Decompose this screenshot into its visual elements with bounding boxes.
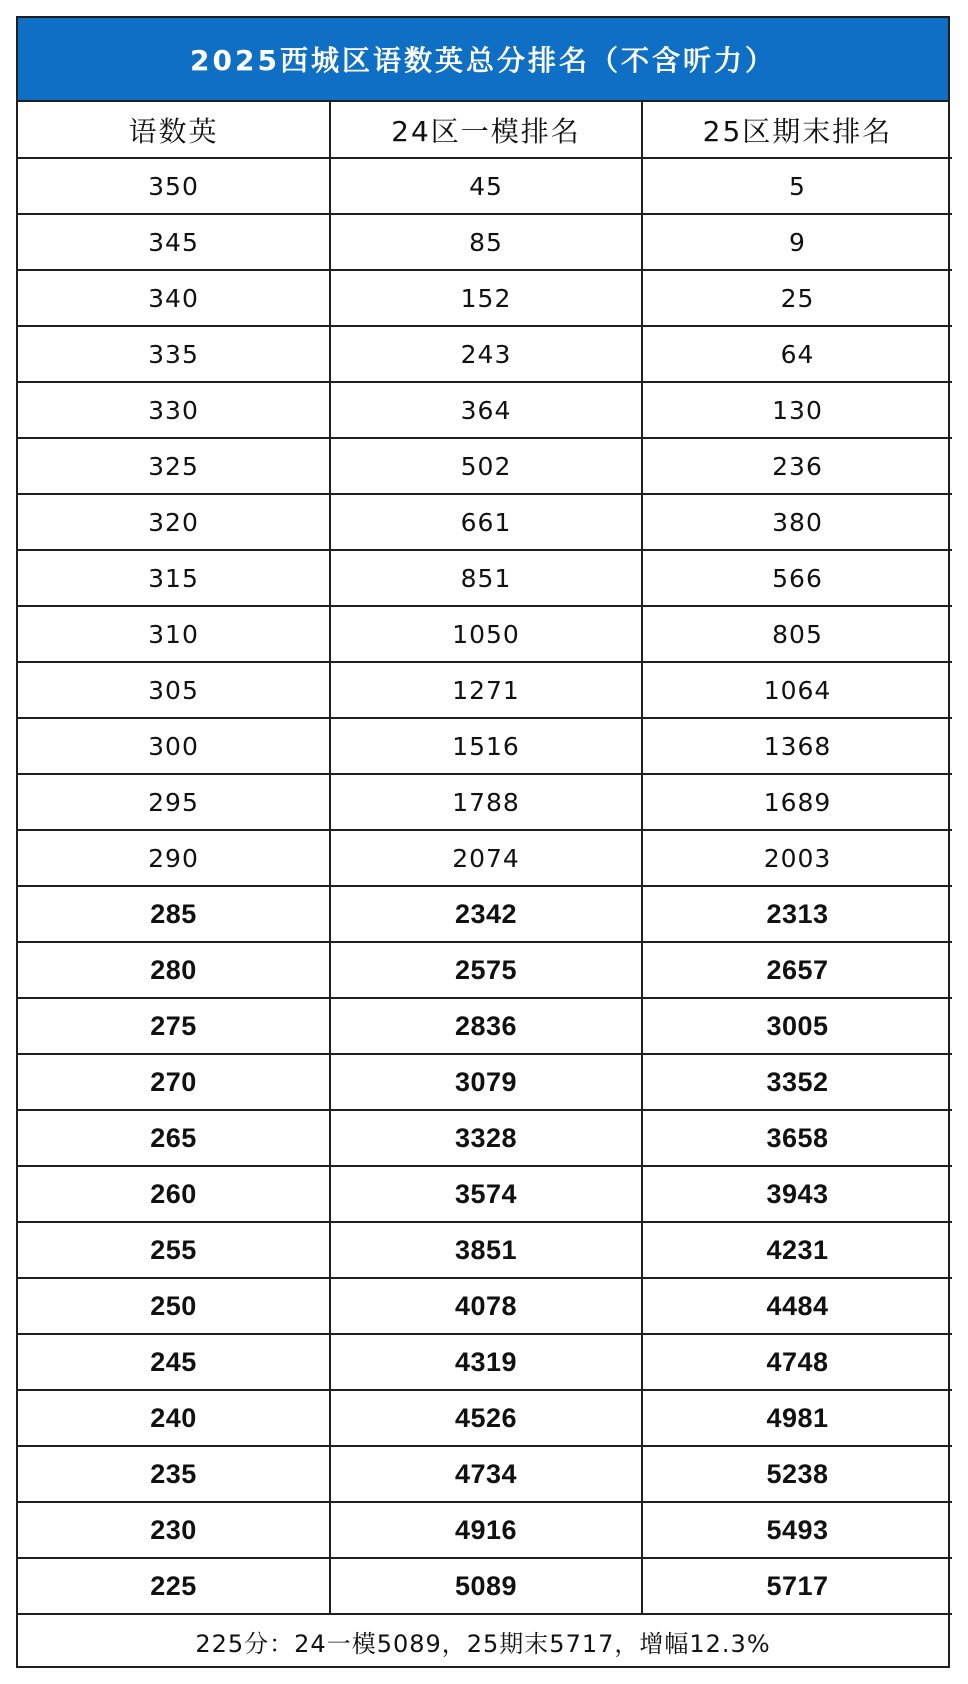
score-cell: 345 bbox=[18, 214, 330, 270]
header-total-score: 语数英 bbox=[18, 102, 330, 158]
rank-2025-cell: 64 bbox=[642, 326, 952, 382]
rank-2024-cell: 4526 bbox=[330, 1390, 642, 1446]
rank-2025-cell: 3943 bbox=[642, 1166, 952, 1222]
rank-2025-cell: 380 bbox=[642, 494, 952, 550]
rank-2024-cell: 502 bbox=[330, 438, 642, 494]
table-row bbox=[18, 270, 952, 326]
table-row bbox=[18, 830, 952, 886]
score-cell: 325 bbox=[18, 438, 330, 494]
score-cell: 310 bbox=[18, 606, 330, 662]
rank-2024-cell: 661 bbox=[330, 494, 642, 550]
rank-2024-cell: 3851 bbox=[330, 1222, 642, 1278]
rank-2025-cell: 1064 bbox=[642, 662, 952, 718]
score-cell: 340 bbox=[18, 270, 330, 326]
rank-2025-cell: 2657 bbox=[642, 942, 952, 998]
rank-2025-cell: 4231 bbox=[642, 1222, 952, 1278]
rank-2024-cell: 3328 bbox=[330, 1110, 642, 1166]
rank-2025-cell: 4748 bbox=[642, 1334, 952, 1390]
score-cell: 235 bbox=[18, 1446, 330, 1502]
table-row bbox=[18, 774, 952, 830]
score-cell: 275 bbox=[18, 998, 330, 1054]
rank-2025-cell: 25 bbox=[642, 270, 952, 326]
score-cell: 305 bbox=[18, 662, 330, 718]
rank-2025-cell: 1689 bbox=[642, 774, 952, 830]
rank-2025-cell: 3658 bbox=[642, 1110, 952, 1166]
table-row bbox=[18, 1278, 952, 1334]
rank-2024-cell: 4319 bbox=[330, 1334, 642, 1390]
rank-2024-cell: 2575 bbox=[330, 942, 642, 998]
rank-2024-cell: 1788 bbox=[330, 774, 642, 830]
rank-2025-cell: 4484 bbox=[642, 1278, 952, 1334]
rank-2024-cell: 3574 bbox=[330, 1166, 642, 1222]
rank-2024-cell: 3079 bbox=[330, 1054, 642, 1110]
table-row bbox=[18, 1390, 952, 1446]
table-row bbox=[18, 438, 952, 494]
rank-2025-cell: 2003 bbox=[642, 830, 952, 886]
table-row bbox=[18, 998, 952, 1054]
score-cell: 260 bbox=[18, 1166, 330, 1222]
rank-2024-cell: 4078 bbox=[330, 1278, 642, 1334]
score-cell: 255 bbox=[18, 1222, 330, 1278]
score-cell: 295 bbox=[18, 774, 330, 830]
rank-2024-cell: 364 bbox=[330, 382, 642, 438]
rank-2024-cell: 1050 bbox=[330, 606, 642, 662]
rank-2025-cell: 9 bbox=[642, 214, 952, 270]
table-row bbox=[18, 1166, 952, 1222]
score-cell: 290 bbox=[18, 830, 330, 886]
rank-2024-cell: 5089 bbox=[330, 1558, 642, 1614]
rank-2024-cell: 2836 bbox=[330, 998, 642, 1054]
table-row bbox=[18, 1502, 952, 1558]
table-row bbox=[18, 662, 952, 718]
table-row bbox=[18, 1110, 952, 1166]
rank-2025-cell: 3352 bbox=[642, 1054, 952, 1110]
table-footnote: 225分：24一模5089，25期末5717，增幅12.3% bbox=[195, 1629, 771, 1658]
rank-2024-cell: 2074 bbox=[330, 830, 642, 886]
rank-2025-cell: 566 bbox=[642, 550, 952, 606]
table-row bbox=[18, 382, 952, 438]
rank-2025-cell: 5493 bbox=[642, 1502, 952, 1558]
rank-2024-cell: 1271 bbox=[330, 662, 642, 718]
table-row bbox=[18, 1334, 952, 1390]
table-row bbox=[18, 886, 952, 942]
score-cell: 285 bbox=[18, 886, 330, 942]
rank-2024-cell: 4916 bbox=[330, 1502, 642, 1558]
rank-2025-cell: 5 bbox=[642, 158, 952, 214]
score-cell: 300 bbox=[18, 718, 330, 774]
rank-2024-cell: 851 bbox=[330, 550, 642, 606]
ranking-sheet bbox=[16, 16, 950, 1668]
score-cell: 230 bbox=[18, 1502, 330, 1558]
ranking-table bbox=[18, 102, 952, 1615]
rank-2025-cell: 236 bbox=[642, 438, 952, 494]
rank-2024-cell: 2342 bbox=[330, 886, 642, 942]
table-row bbox=[18, 214, 952, 270]
rank-2025-cell: 1368 bbox=[642, 718, 952, 774]
score-cell: 245 bbox=[18, 1334, 330, 1390]
score-cell: 330 bbox=[18, 382, 330, 438]
table-row bbox=[18, 1222, 952, 1278]
score-cell: 270 bbox=[18, 1054, 330, 1110]
score-cell: 240 bbox=[18, 1390, 330, 1446]
score-cell: 280 bbox=[18, 942, 330, 998]
header-row bbox=[18, 102, 952, 158]
table-title: 2025西城区语数英总分排名（不含听力） bbox=[18, 18, 948, 102]
rank-2025-cell: 5238 bbox=[642, 1446, 952, 1502]
rank-2024-cell: 1516 bbox=[330, 718, 642, 774]
rank-2025-cell: 805 bbox=[642, 606, 952, 662]
score-cell: 225 bbox=[18, 1558, 330, 1614]
score-cell: 250 bbox=[18, 1278, 330, 1334]
score-cell: 265 bbox=[18, 1110, 330, 1166]
table-row bbox=[18, 606, 952, 662]
table-row bbox=[18, 942, 952, 998]
rank-2024-cell: 152 bbox=[330, 270, 642, 326]
table-row bbox=[18, 1054, 952, 1110]
table-row bbox=[18, 158, 952, 214]
rank-2024-cell: 45 bbox=[330, 158, 642, 214]
rank-2025-cell: 130 bbox=[642, 382, 952, 438]
rank-2024-cell: 243 bbox=[330, 326, 642, 382]
score-cell: 315 bbox=[18, 550, 330, 606]
header-2025-final-rank: 25区期末排名 bbox=[642, 102, 952, 158]
rank-2025-cell: 2313 bbox=[642, 886, 952, 942]
score-cell: 320 bbox=[18, 494, 330, 550]
score-cell: 350 bbox=[18, 158, 330, 214]
rank-2025-cell: 3005 bbox=[642, 998, 952, 1054]
rank-2025-cell: 4981 bbox=[642, 1390, 952, 1446]
table-row bbox=[18, 1558, 952, 1614]
table-row bbox=[18, 494, 952, 550]
table-row bbox=[18, 1446, 952, 1502]
rank-2024-cell: 85 bbox=[330, 214, 642, 270]
table-row bbox=[18, 326, 952, 382]
table-row bbox=[18, 550, 952, 606]
rank-2025-cell: 5717 bbox=[642, 1558, 952, 1614]
header-2024-mock-rank: 24区一模排名 bbox=[330, 102, 642, 158]
table-row bbox=[18, 718, 952, 774]
score-cell: 335 bbox=[18, 326, 330, 382]
rank-2024-cell: 4734 bbox=[330, 1446, 642, 1502]
